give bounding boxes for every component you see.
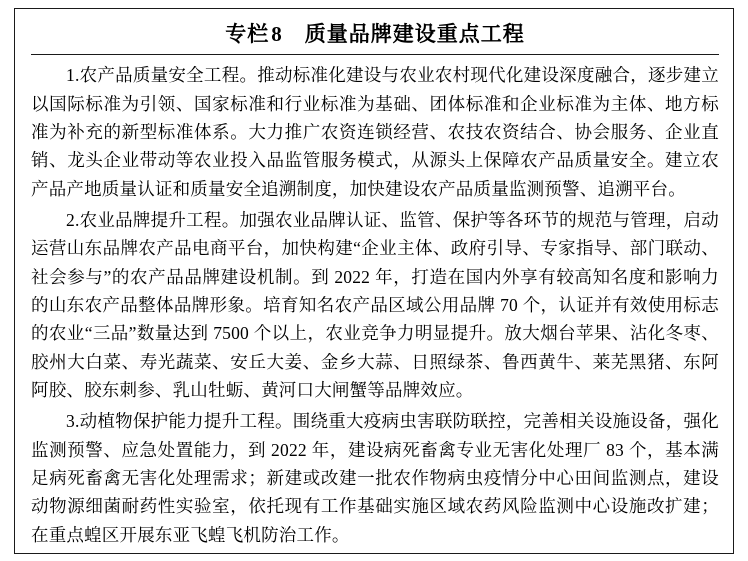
paragraph-2: 2.农业品牌提升工程。加强农业品牌认证、监管、保护等各环节的规范与管理，启动运营山东品牌农产品电商平台，加快构建“企业主体、政府引导、专家指导、部门联动、社会参与”的农产品品牌建设机制。到 2022 年，打造在国内外享有较高知名度和影响力的山东农产品整体品牌形象。培育知名农产品区域公用品牌 70 个，认证并有效使用标志的农业“三品”数量达到 7500 个以上，农业竞争力明显提升。放大烟台苹果、沾化冬枣、胶州大白菜、寿光蔬菜、安丘大姜、金乡大蒜、日照绿茶、鲁西黄牛、莱芜黑猪、东阿阿胶、胶东刺参、乳山牡蛎、黄河口大闸蟹等品牌效应。 xyxy=(31,210,719,401)
content-box xyxy=(14,8,734,554)
title-divider xyxy=(31,54,719,55)
page-title xyxy=(31,19,719,54)
title-number: 8 xyxy=(271,22,283,46)
paragraph-3: 3.动植物保护能力提升工程。围绕重大疫病虫害联防联控，完善相关设施设备，强化监测预警、应急处置能力，到 2022 年，建设病死畜禽专业无害化处理厂 83 个，基本满足病死畜禽无害化处理需求；新建或改建一批农作物病虫疫情分中心田间监测点，建设动物源细菌耐药性实验室，依托现有工作基础实施区域农药风险监测中心设施改扩建；在重点蝗区开展东亚飞蝗飞机防治工作。 xyxy=(31,411,719,545)
title-text: 质量品牌建设重点工程 xyxy=(304,22,525,46)
title-prefix: 专栏 xyxy=(225,22,270,46)
paragraph-1: 1.农产品质量安全工程。推动标准化建设与农业农村现代化建设深度融合，逐步建立以国际标准为引领、国家标准和行业标准为基础、团体标准和企业标准为主体、地方标准为补充的新型标准体系。大力推广农资连锁经营、农技农资结合、协会服务、企业直销、龙头企业带动等农业投入品监管服务模式，从源头上保障农产品质量安全。建立农产品产地质量认证和质量安全追溯制度，加快建设农产品质量监测预警、追溯平台。 xyxy=(31,65,719,199)
